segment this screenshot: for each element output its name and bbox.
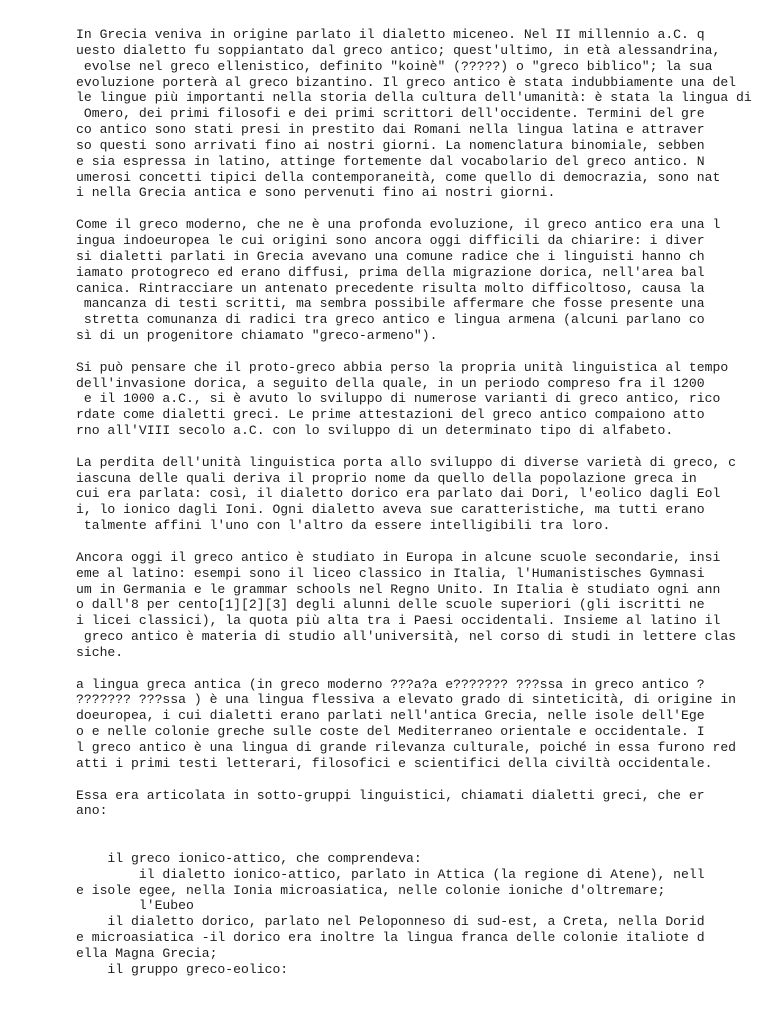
text-line: i licei classici), la quota più alta tra i Paesi occidentali. Insieme al latino il bbox=[76, 613, 721, 629]
text-line: uesto dialetto fu soppiantato dal greco antico; quest'ultimo, in età alessandrina, bbox=[76, 42, 721, 58]
text-line: iascuna delle quali deriva il proprio nome da quello della popolazione greca in bbox=[76, 470, 697, 486]
text-line: talmente affini l'uno con l'altro da essere intelligibili tra loro. bbox=[76, 518, 611, 534]
text-line: atti i primi testi letterari, filosofici e scientifici della civiltà occidentale. bbox=[76, 755, 713, 771]
text-line bbox=[76, 819, 752, 835]
text-line: dell'invasione dorica, a seguito della quale, in un periodo compreso fra il 1200 bbox=[76, 375, 705, 391]
text-line bbox=[76, 534, 752, 550]
text-line bbox=[76, 201, 752, 217]
text-line: o e nelle colonie greche sulle coste del Mediterraneo orientale e occidentale. I bbox=[76, 724, 705, 740]
text-line bbox=[76, 439, 752, 455]
text-line: In Grecia veniva in origine parlato il dialetto miceneo. Nel II millennio a.C. q bbox=[76, 27, 705, 42]
text-line: Ancora oggi il greco antico è studiato in Europa in alcune scuole secondarie, insi bbox=[76, 549, 721, 565]
text-line: il gruppo greco-eolico: bbox=[76, 961, 289, 977]
text-line: e il 1000 a.C., si è avuto lo sviluppo di numerose varianti di greco antico, rico bbox=[76, 391, 721, 407]
text-line: e microasiatica -il dorico era inoltre la lingua franca delle colonie italiote d bbox=[76, 930, 705, 946]
text-line: iamato protogreco ed erano diffusi, prima della migrazione dorica, nell'area bal bbox=[76, 264, 705, 280]
text-line: evoluzione porterà al greco bizantino. Il greco antico è stata indubbiamente una del bbox=[76, 74, 737, 90]
text-line: i nella Grecia antica e sono pervenuti fino ai nostri giorni. bbox=[76, 185, 556, 201]
text-line: co antico sono stati presi in prestito dai Romani nella lingua latina e attraver bbox=[76, 122, 705, 138]
text-line: Come il greco moderno, che ne è una profonda evoluzione, il greco antico era una l bbox=[76, 217, 721, 233]
text-line: so questi sono arrivati fino ai nostri giorni. La nomenclatura binomiale, sebben bbox=[76, 137, 705, 153]
text-line: mancanza di testi scritti, ma sembra possibile affermare che fosse presente una bbox=[76, 296, 705, 312]
text-line: l greco antico è una lingua di grande rilevanza culturale, poiché in essa furono red bbox=[76, 739, 737, 755]
text-line: ingua indoeuropea le cui origini sono ancora oggi difficili da chiarire: i diver bbox=[76, 232, 705, 248]
text-line: Omero, dei primi filosofi e dei primi scrittori dell'occidente. Termini del gre bbox=[76, 106, 705, 122]
text-line: o dall'8 per cento[1][2][3] degli alunni delle scuole superiori (gli iscritti ne bbox=[76, 597, 705, 613]
text-line: i, lo ionico dagli Ioni. Ogni dialetto aveva sue caratteristiche, ma tutti erano bbox=[76, 502, 705, 518]
text-line: um in Germania e le grammar schools nel Regno Unito. In Italia è studiato ogni ann bbox=[76, 581, 721, 597]
text-line: le lingue più importanti nella storia della cultura dell'umanità: è stata la lingua di bbox=[76, 90, 752, 106]
text-line bbox=[76, 835, 752, 851]
text-line: Si può pensare che il proto-greco abbia perso la propria unità linguistica al tempo bbox=[76, 359, 729, 375]
text-line: ano: bbox=[76, 803, 108, 819]
text-line: rdate come dialetti greci. Le prime attestazioni del greco antico compaiono atto bbox=[76, 407, 705, 423]
text-line: ella Magna Grecia; bbox=[76, 945, 218, 961]
text-line: ??????? ???ssa ) è una lingua flessiva a elevato grado di sinteticità, di origine in bbox=[76, 692, 737, 708]
text-line bbox=[76, 661, 752, 677]
text-line: si dialetti parlati in Grecia avevano una comune radice che i linguisti hanno ch bbox=[76, 248, 705, 264]
text-line bbox=[76, 344, 752, 360]
text-line: doeuropea, i cui dialetti erano parlati nell'antica Grecia, nelle isole dell'Ege bbox=[76, 708, 705, 724]
text-line: rno all'VIII secolo a.C. con lo sviluppo di un determinato tipo di alfabeto. bbox=[76, 423, 674, 439]
text-line: a lingua greca antica (in greco moderno ???a?a e??????? ???ssa in greco antico ? bbox=[76, 676, 705, 692]
text-line: il greco ionico-attico, che comprendeva: bbox=[76, 850, 422, 866]
text-line: umerosi concetti tipici della contemporaneità, come quello di democrazia, sono nat bbox=[76, 169, 721, 185]
text-line: sì di un progenitore chiamato "greco-armeno"). bbox=[76, 328, 438, 344]
text-line: cui era parlata: così, il dialetto dorico era parlato dai Dori, l'eolico dagli Eol bbox=[76, 486, 721, 502]
document-text bbox=[76, 27, 752, 978]
text-line: eme al latino: esempi sono il liceo classico in Italia, l'Humanistisches Gymnasi bbox=[76, 565, 705, 581]
text-line: Essa era articolata in sotto-gruppi linguistici, chiamati dialetti greci, che er bbox=[76, 787, 705, 803]
text-line: canica. Rintracciare un antenato precedente risulta molto difficoltoso, causa la bbox=[76, 280, 705, 296]
text-line: siche. bbox=[76, 644, 124, 660]
text-line: e isole egee, nella Ionia microasiatica, nelle colonie ioniche d'oltremare; bbox=[76, 882, 666, 898]
text-line: La perdita dell'unità linguistica porta allo sviluppo di diverse varietà di greco, c bbox=[76, 454, 737, 470]
text-line: il dialetto ionico-attico, parlato in Attica (la regione di Atene), nell bbox=[76, 866, 705, 882]
text-line: stretta comunanza di radici tra greco antico e lingua armena (alcuni parlano co bbox=[76, 312, 705, 328]
text-line: e sia espressa in latino, attinge fortemente dal vocabolario del greco antico. N bbox=[76, 153, 705, 169]
text-line bbox=[76, 772, 752, 788]
text-line: evolse nel greco ellenistico, definito "koinè" (?????) o "greco biblico"; la sua bbox=[76, 58, 713, 74]
text-line: greco antico è materia di studio all'università, nel corso di studi in lettere clas bbox=[76, 629, 737, 645]
text-line: l'Eubeo bbox=[76, 898, 194, 914]
text-line: il dialetto dorico, parlato nel Peloponneso di sud-est, a Creta, nella Dorid bbox=[76, 914, 705, 930]
